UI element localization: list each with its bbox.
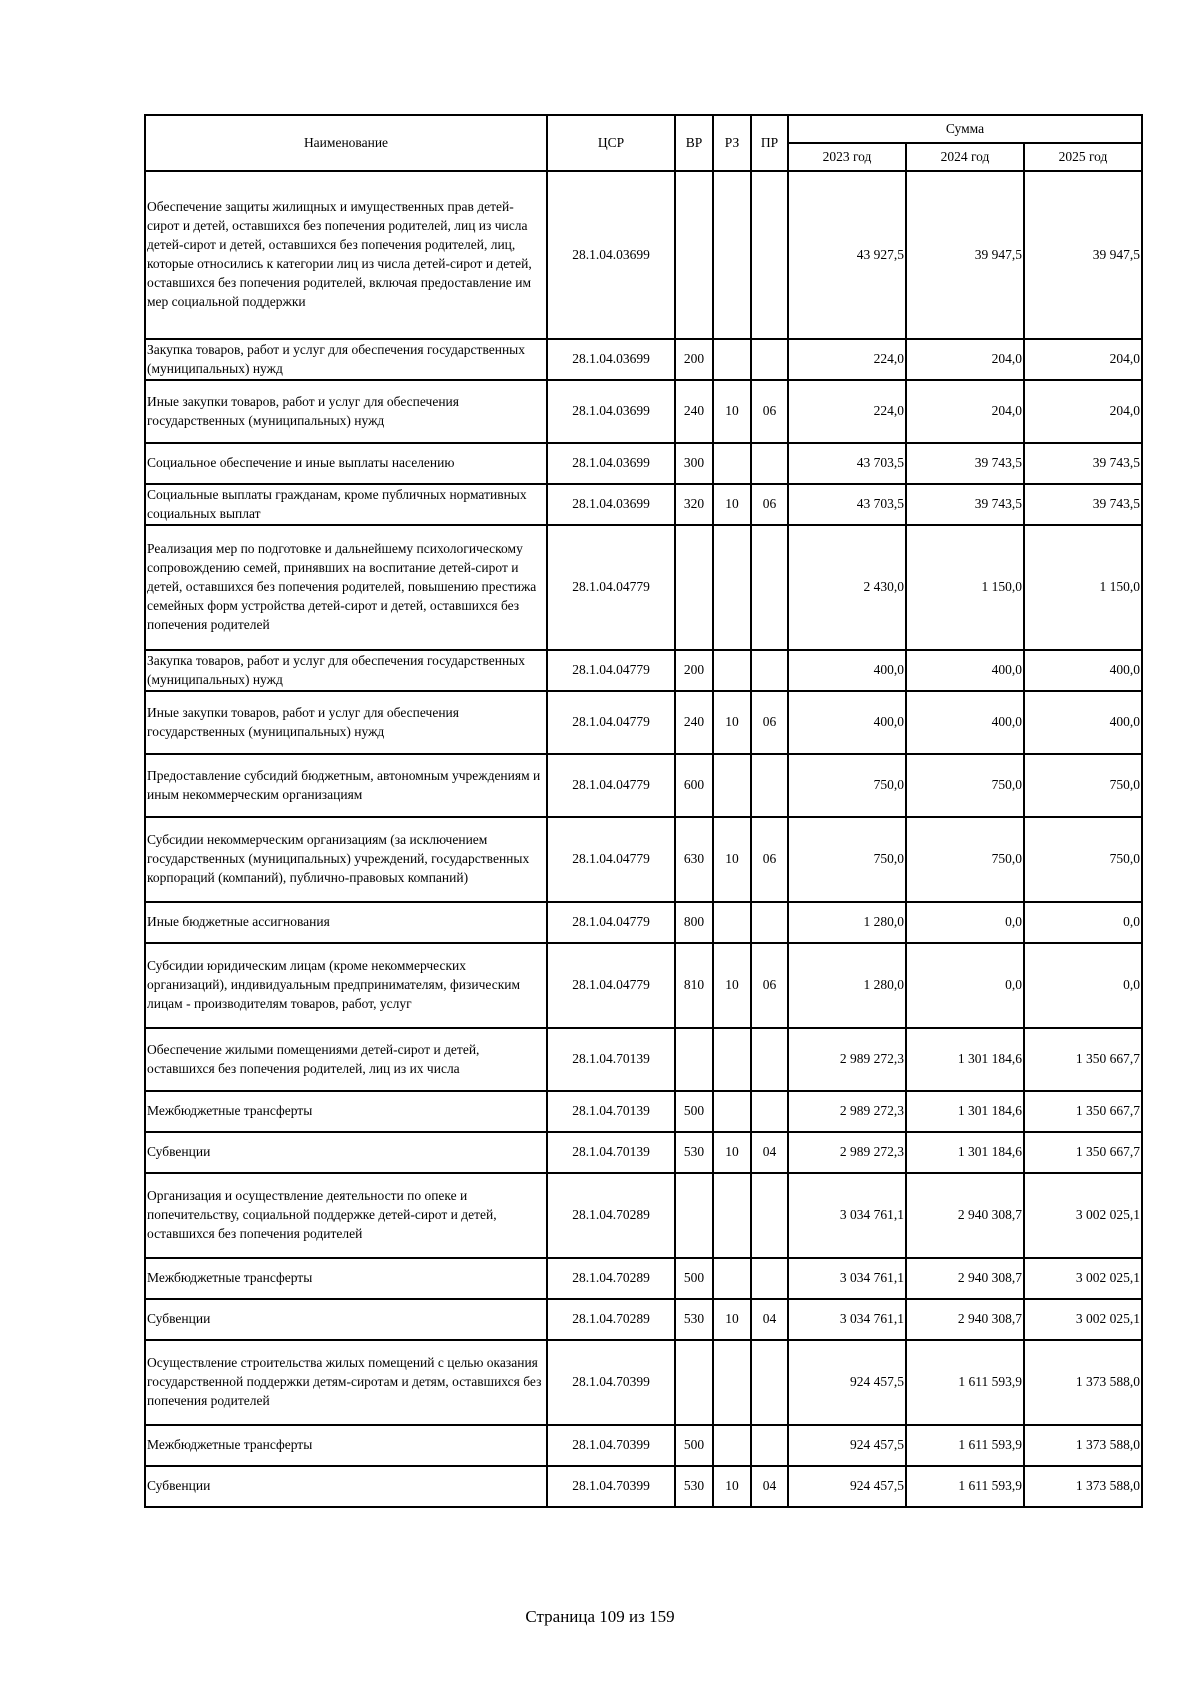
row-vr: 200 [675, 650, 713, 691]
row-rz [713, 339, 751, 380]
row-amount-2025: 1 373 588,0 [1024, 1466, 1142, 1507]
row-pr: 06 [751, 817, 788, 902]
row-pr: 06 [751, 691, 788, 754]
row-pr: 04 [751, 1132, 788, 1173]
row-amount-2024: 204,0 [906, 339, 1024, 380]
row-amount-2023: 2 430,0 [788, 525, 906, 650]
row-rz: 10 [713, 943, 751, 1028]
row-name: Субсидии юридическим лицам (кроме некоммерческих организаций), индивидуальным предпринимателям, физическим лицам - производителям товаров, работ, услуг [145, 943, 547, 1028]
row-name: Иные закупки товаров, работ и услуг для обеспечения государственных (муниципальных) нужд [145, 380, 547, 443]
row-amount-2023: 1 280,0 [788, 902, 906, 943]
row-csr: 28.1.04.70399 [547, 1340, 675, 1425]
row-rz [713, 1028, 751, 1091]
row-amount-2024: 0,0 [906, 902, 1024, 943]
row-vr: 240 [675, 380, 713, 443]
row-vr [675, 171, 713, 339]
table-row [145, 380, 1142, 443]
row-amount-2024: 2 940 308,7 [906, 1173, 1024, 1258]
row-rz: 10 [713, 1466, 751, 1507]
row-amount-2025: 3 002 025,1 [1024, 1258, 1142, 1299]
row-rz [713, 1425, 751, 1466]
row-amount-2024: 1 301 184,6 [906, 1132, 1024, 1173]
table-row [145, 1425, 1142, 1466]
row-vr: 600 [675, 754, 713, 817]
row-amount-2023: 2 989 272,3 [788, 1091, 906, 1132]
row-amount-2025: 1 373 588,0 [1024, 1340, 1142, 1425]
row-amount-2023: 3 034 761,1 [788, 1173, 906, 1258]
row-amount-2023: 224,0 [788, 339, 906, 380]
row-csr: 28.1.04.04779 [547, 691, 675, 754]
row-rz: 10 [713, 691, 751, 754]
row-vr: 500 [675, 1091, 713, 1132]
row-amount-2024: 1 611 593,9 [906, 1466, 1024, 1507]
row-name: Реализация мер по подготовке и дальнейшему психологическому сопровождению семей, принявших на воспитание детей-сирот и детей, оставшихся без попечения родителей, повышению престижа семейных форм устройства детей-сирот и детей, оставшихся без попечения родителей [145, 525, 547, 650]
row-amount-2025: 0,0 [1024, 943, 1142, 1028]
row-amount-2025: 204,0 [1024, 380, 1142, 443]
row-amount-2025: 1 350 667,7 [1024, 1132, 1142, 1173]
row-amount-2023: 43 927,5 [788, 171, 906, 339]
row-amount-2025: 39 743,5 [1024, 484, 1142, 525]
row-vr: 530 [675, 1132, 713, 1173]
row-csr: 28.1.04.70289 [547, 1258, 675, 1299]
row-name: Закупка товаров, работ и услуг для обеспечения государственных (муниципальных) нужд [145, 650, 547, 691]
row-rz [713, 902, 751, 943]
row-rz [713, 1340, 751, 1425]
table-row [145, 443, 1142, 484]
row-amount-2025: 750,0 [1024, 817, 1142, 902]
row-csr: 28.1.04.03699 [547, 484, 675, 525]
row-rz: 10 [713, 484, 751, 525]
row-amount-2025: 750,0 [1024, 754, 1142, 817]
row-pr: 06 [751, 484, 788, 525]
row-name: Обеспечение защиты жилищных и имущественных прав детей-сирот и детей, оставшихся без попечения родителей, лиц из числа детей-сирот и детей, оставшихся без попечения родителей, лиц, которые относились к категории лиц из числа детей-сирот и детей, оставшихся без попечения родителей, включая предоставление им мер социальной поддержки [145, 171, 547, 339]
row-name: Субвенции [145, 1466, 547, 1507]
row-name: Закупка товаров, работ и услуг для обеспечения государственных (муниципальных) нужд [145, 339, 547, 380]
row-pr [751, 339, 788, 380]
header-year-2024: 2024 год [906, 143, 1024, 171]
row-name: Предоставление субсидий бюджетным, автономным учреждениям и иным некоммерческим организациям [145, 754, 547, 817]
row-csr: 28.1.04.04779 [547, 650, 675, 691]
row-csr: 28.1.04.70139 [547, 1028, 675, 1091]
row-name: Субвенции [145, 1132, 547, 1173]
table-row [145, 339, 1142, 380]
row-rz [713, 1173, 751, 1258]
row-amount-2025: 400,0 [1024, 691, 1142, 754]
table-row [145, 817, 1142, 902]
row-amount-2023: 2 989 272,3 [788, 1132, 906, 1173]
row-pr [751, 443, 788, 484]
row-csr: 28.1.04.70289 [547, 1299, 675, 1340]
table-row [145, 1028, 1142, 1091]
table-row [145, 1173, 1142, 1258]
row-amount-2023: 750,0 [788, 817, 906, 902]
row-vr: 500 [675, 1425, 713, 1466]
table-body [145, 171, 1142, 1507]
row-pr [751, 754, 788, 817]
row-csr: 28.1.04.70399 [547, 1425, 675, 1466]
row-rz [713, 171, 751, 339]
row-vr: 300 [675, 443, 713, 484]
row-pr: 04 [751, 1466, 788, 1507]
row-amount-2023: 750,0 [788, 754, 906, 817]
row-pr: 06 [751, 943, 788, 1028]
row-amount-2024: 0,0 [906, 943, 1024, 1028]
row-amount-2024: 1 150,0 [906, 525, 1024, 650]
row-name: Социальные выплаты гражданам, кроме публичных нормативных социальных выплат [145, 484, 547, 525]
row-amount-2023: 3 034 761,1 [788, 1258, 906, 1299]
row-rz: 10 [713, 380, 751, 443]
row-rz [713, 1258, 751, 1299]
row-amount-2024: 1 611 593,9 [906, 1340, 1024, 1425]
table-row [145, 1466, 1142, 1507]
row-csr: 28.1.04.70139 [547, 1091, 675, 1132]
row-name: Осуществление строительства жилых помещений с целью оказания государственной поддержки детям-сиротам и детям, оставшихся без попечения родителей [145, 1340, 547, 1425]
row-csr: 28.1.04.04779 [547, 943, 675, 1028]
row-csr: 28.1.04.04779 [547, 525, 675, 650]
table-row [145, 484, 1142, 525]
row-rz [713, 1091, 751, 1132]
header-name: Наименование [145, 115, 547, 171]
row-amount-2025: 3 002 025,1 [1024, 1299, 1142, 1340]
row-amount-2025: 400,0 [1024, 650, 1142, 691]
row-name: Субсидии некоммерческим организациям (за исключением государственных (муниципальных) учреждений, государственных корпораций (компаний), публично-правовых компаний) [145, 817, 547, 902]
row-csr: 28.1.04.04779 [547, 817, 675, 902]
table-row [145, 1299, 1142, 1340]
row-amount-2024: 400,0 [906, 691, 1024, 754]
row-pr [751, 1258, 788, 1299]
row-pr [751, 1091, 788, 1132]
table-row [145, 754, 1142, 817]
row-pr [751, 1340, 788, 1425]
row-name: Межбюджетные трансферты [145, 1091, 547, 1132]
header-vr: ВР [675, 115, 713, 171]
row-pr [751, 650, 788, 691]
row-amount-2024: 204,0 [906, 380, 1024, 443]
row-name: Субвенции [145, 1299, 547, 1340]
row-amount-2023: 224,0 [788, 380, 906, 443]
row-amount-2023: 924 457,5 [788, 1340, 906, 1425]
budget-table [144, 114, 1143, 1508]
row-amount-2023: 2 989 272,3 [788, 1028, 906, 1091]
row-csr: 28.1.04.03699 [547, 171, 675, 339]
row-pr: 04 [751, 1299, 788, 1340]
row-amount-2025: 1 373 588,0 [1024, 1425, 1142, 1466]
row-amount-2023: 924 457,5 [788, 1466, 906, 1507]
row-rz [713, 443, 751, 484]
row-amount-2025: 0,0 [1024, 902, 1142, 943]
row-amount-2024: 39 947,5 [906, 171, 1024, 339]
row-amount-2024: 39 743,5 [906, 443, 1024, 484]
row-amount-2024: 2 940 308,7 [906, 1258, 1024, 1299]
table-row [145, 1091, 1142, 1132]
table-row [145, 525, 1142, 650]
row-csr: 28.1.04.70399 [547, 1466, 675, 1507]
header-sum: Сумма [788, 115, 1142, 143]
page-number: Страница 109 из 159 [525, 1607, 675, 1626]
row-amount-2024: 750,0 [906, 754, 1024, 817]
row-pr [751, 902, 788, 943]
row-vr: 810 [675, 943, 713, 1028]
row-rz [713, 650, 751, 691]
row-pr [751, 171, 788, 339]
row-name: Обеспечение жилыми помещениями детей-сирот и детей, оставшихся без попечения родителей, лиц из их числа [145, 1028, 547, 1091]
row-amount-2023: 43 703,5 [788, 484, 906, 525]
row-name: Иные бюджетные ассигнования [145, 902, 547, 943]
table-row [145, 1258, 1142, 1299]
row-name: Межбюджетные трансферты [145, 1258, 547, 1299]
row-csr: 28.1.04.04779 [547, 902, 675, 943]
row-amount-2025: 39 743,5 [1024, 443, 1142, 484]
row-csr: 28.1.04.70289 [547, 1173, 675, 1258]
row-amount-2024: 400,0 [906, 650, 1024, 691]
row-amount-2024: 1 611 593,9 [906, 1425, 1024, 1466]
row-vr: 320 [675, 484, 713, 525]
row-amount-2024: 39 743,5 [906, 484, 1024, 525]
row-vr: 530 [675, 1299, 713, 1340]
row-vr [675, 1173, 713, 1258]
row-csr: 28.1.04.70139 [547, 1132, 675, 1173]
row-name: Межбюджетные трансферты [145, 1425, 547, 1466]
row-vr: 500 [675, 1258, 713, 1299]
row-rz: 10 [713, 817, 751, 902]
row-vr [675, 525, 713, 650]
table-row [145, 902, 1142, 943]
row-amount-2023: 3 034 761,1 [788, 1299, 906, 1340]
row-amount-2025: 1 350 667,7 [1024, 1091, 1142, 1132]
row-amount-2025: 39 947,5 [1024, 171, 1142, 339]
table-header [145, 115, 1142, 171]
row-vr: 800 [675, 902, 713, 943]
row-amount-2024: 1 301 184,6 [906, 1091, 1024, 1132]
row-name: Социальное обеспечение и иные выплаты населению [145, 443, 547, 484]
row-amount-2025: 1 350 667,7 [1024, 1028, 1142, 1091]
row-vr: 200 [675, 339, 713, 380]
row-amount-2025: 204,0 [1024, 339, 1142, 380]
row-amount-2023: 1 280,0 [788, 943, 906, 1028]
row-amount-2023: 924 457,5 [788, 1425, 906, 1466]
row-csr: 28.1.04.03699 [547, 339, 675, 380]
row-pr [751, 525, 788, 650]
row-pr: 06 [751, 380, 788, 443]
row-name: Организация и осуществление деятельности по опеке и попечительству, социальной поддержке детей-сирот и детей, оставшихся без попечения родителей [145, 1173, 547, 1258]
row-vr [675, 1028, 713, 1091]
row-amount-2025: 1 150,0 [1024, 525, 1142, 650]
row-vr: 630 [675, 817, 713, 902]
row-rz [713, 754, 751, 817]
table-row [145, 943, 1142, 1028]
row-csr: 28.1.04.04779 [547, 754, 675, 817]
row-rz [713, 525, 751, 650]
table-row [145, 650, 1142, 691]
row-name: Иные закупки товаров, работ и услуг для обеспечения государственных (муниципальных) нужд [145, 691, 547, 754]
row-rz: 10 [713, 1132, 751, 1173]
row-pr [751, 1028, 788, 1091]
row-vr [675, 1340, 713, 1425]
row-vr: 240 [675, 691, 713, 754]
table-row [145, 1340, 1142, 1425]
row-csr: 28.1.04.03699 [547, 380, 675, 443]
row-amount-2024: 1 301 184,6 [906, 1028, 1024, 1091]
row-amount-2025: 3 002 025,1 [1024, 1173, 1142, 1258]
table-row [145, 171, 1142, 339]
row-amount-2024: 750,0 [906, 817, 1024, 902]
table-row [145, 1132, 1142, 1173]
header-year-2025: 2025 год [1024, 143, 1142, 171]
row-amount-2023: 43 703,5 [788, 443, 906, 484]
header-rz: РЗ [713, 115, 751, 171]
row-amount-2023: 400,0 [788, 650, 906, 691]
row-pr [751, 1425, 788, 1466]
table-row [145, 691, 1142, 754]
header-year-2023: 2023 год [788, 143, 906, 171]
row-rz: 10 [713, 1299, 751, 1340]
row-amount-2023: 400,0 [788, 691, 906, 754]
row-csr: 28.1.04.03699 [547, 443, 675, 484]
row-vr: 530 [675, 1466, 713, 1507]
header-pr: ПР [751, 115, 788, 171]
header-csr: ЦСР [547, 115, 675, 171]
row-amount-2024: 2 940 308,7 [906, 1299, 1024, 1340]
row-pr [751, 1173, 788, 1258]
